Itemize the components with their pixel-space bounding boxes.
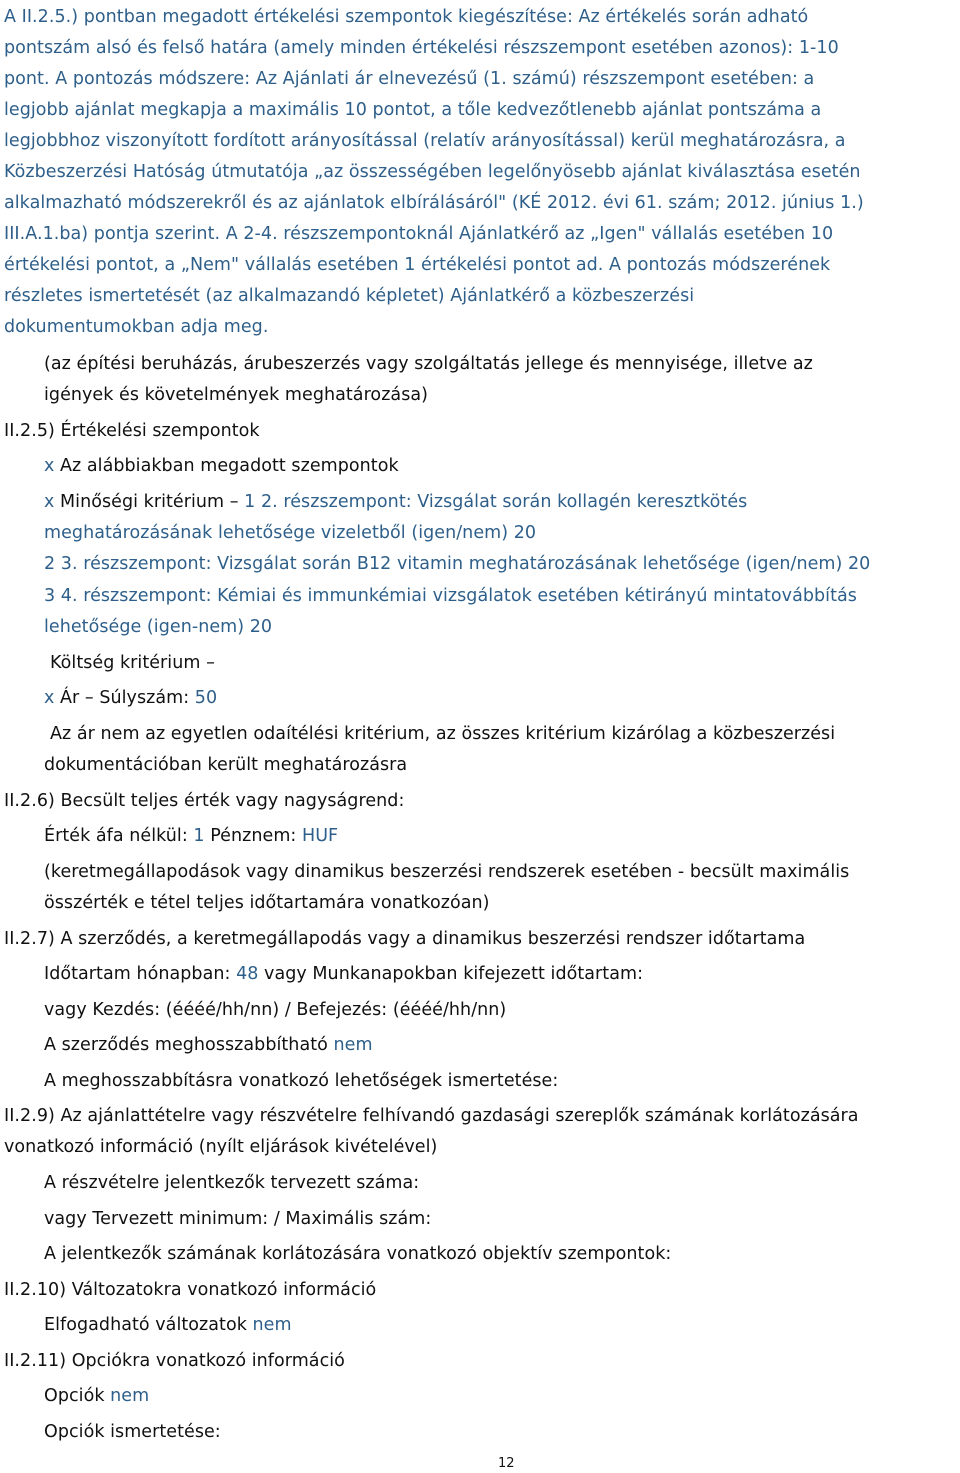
price-weight: 50: [194, 688, 218, 708]
extension-value: nem: [333, 1035, 373, 1055]
intro-line-2: pontszám alsó és felső határa (amely minden értékelési részszempont esetében azonos): 1-10: [4, 38, 839, 58]
value-line: [44, 825, 338, 847]
options-description: Opciók ismertetése:: [44, 1422, 221, 1442]
award-note-line-1: Az ár nem az egyetlen odaítélési kritérium, az összes kritérium kizárólag a közbeszerzési: [50, 724, 836, 744]
scope-note-line-1: (az építési beruházás, árubeszerzés vagy szolgáltatás jellege és mennyisége, illetve az: [44, 354, 813, 374]
months-value: 48: [236, 964, 259, 984]
quality-sub-3-number: 3 4.: [44, 586, 78, 606]
quality-sub-2-text: részszempont: Vizsgálat során B12 vitamin meghatározásának lehetősége (igen/nem) 20: [77, 554, 871, 574]
quality-sub-1-number: 1 2.: [244, 492, 278, 512]
days-label: vagy Munkanapokban kifejezett időtartam:: [258, 964, 644, 984]
criteria-text: Az alábbiakban megadott szempontok: [54, 456, 399, 476]
criteria-mark: x: [44, 456, 55, 476]
variants-label: Elfogadható változatok: [44, 1315, 253, 1335]
price-mark: x: [44, 688, 55, 708]
quality-sub-3-line-2: lehetősége (igen-nem) 20: [44, 617, 273, 637]
intro-line-6: Közbeszerzési Hatóság útmutatója „az összességében legelőnyösebb ajánlat kiválasztása esetén: [4, 162, 861, 182]
extension-description: A meghosszabbításra vonatkozó lehetőségek ismertetése:: [44, 1071, 559, 1091]
intro-line-7: alkalmazható módszerekről és az ajánlatok elbírálásáról" (KÉ 2012. évi 61. szám; 2012. június 1.): [4, 193, 864, 213]
intro-line-3: pont. A pontozás módszere: Az Ajánlati ár elnevezésű (1. számú) részszempont esetében: a: [4, 69, 815, 89]
section-2-2-7-heading: II.2.7) A szerződés, a keretmegállapodás vagy a dinamikus beszerzési rendszer időtartama: [4, 929, 806, 949]
section-2-2-11-heading: II.2.11) Opciókra vonatkozó információ: [4, 1351, 345, 1371]
section-2-2-5-heading: II.2.5) Értékelési szempontok: [4, 421, 260, 441]
section-2-2-6-heading: II.2.6) Becsült teljes érték vagy nagyságrend:: [4, 791, 405, 811]
dates-line: vagy Kezdés: (éééé/hh/nn) / Befejezés: (éééé/hh/nn): [44, 1000, 507, 1020]
extension-label: A szerződés meghosszabbítható: [44, 1035, 334, 1055]
scope-note-line-2: igények és követelmények meghatározása): [44, 385, 429, 405]
intro-line-10: részletes ismertetését (az alkalmazandó képletet) Ajánlatkérő a közbeszerzési: [4, 286, 695, 306]
quality-sub-2-line: [44, 553, 870, 575]
award-note-line-2: dokumentációban került meghatározásra: [44, 755, 408, 775]
section-2-2-10-heading: II.2.10) Változatokra vonatkozó információ: [4, 1280, 377, 1300]
quality-sub-3-text: részszempont: Kémiai és immunkémiai vizsgálatok esetében kétirányú mintatovábbítás: [77, 586, 857, 606]
variants-value: nem: [252, 1315, 292, 1335]
criteria-line: [44, 455, 399, 477]
quality-label: Minőségi kritérium –: [54, 492, 245, 512]
value-label: Érték áfa nélkül:: [44, 826, 194, 846]
value-amount: 1: [193, 826, 205, 846]
duration-line: [44, 963, 643, 985]
options-label: Opciók: [44, 1386, 111, 1406]
currency-value: HUF: [301, 826, 339, 846]
quality-sub-1-line-2: meghatározásának lehetősége vizeletből (igen/nem) 20: [44, 523, 537, 543]
quality-sub-3-line: [44, 585, 857, 607]
months-label: Időtartam hónapban:: [44, 964, 237, 984]
intro-line-8: III.A.1.ba) pontja szerint. A 2-4. részszempontoknál Ajánlatkérő az „Igen" vállalás esetében 10: [4, 224, 834, 244]
quality-criterion-line: [44, 491, 747, 513]
currency-label: Pénznem:: [204, 826, 302, 846]
estimate-note-line-2: összérték e tétel teljes időtartamára vonatkozóan): [44, 893, 490, 913]
intro-line-11: dokumentumokban adja meg.: [4, 317, 269, 337]
intro-line-9: értékelési pontot, a „Nem" vállalás esetében 1 értékelési pontot ad. A pontozás módszerének: [4, 255, 831, 275]
options-value: nem: [110, 1386, 150, 1406]
variants-line: [44, 1314, 292, 1336]
intro-line-4: legjobb ajánlat megkapja a maximális 10 pontot, a tőle kedvezőtlenebb ajánlat pontszáma a: [4, 100, 822, 120]
section-2-2-9-heading-line-1: II.2.9) Az ajánlattételre vagy részvételre felhívandó gazdasági szereplők számának korlátozására: [4, 1106, 859, 1126]
options-line: [44, 1385, 149, 1407]
intro-line-5: legjobbhoz viszonyított fordított arányosítással (relatív arányosítással) kerül meghatározásra, a: [4, 131, 846, 151]
planned-applicants: A részvételre jelentkezők tervezett száma:: [44, 1173, 420, 1193]
price-label: Ár – Súlyszám:: [54, 688, 195, 708]
estimate-note-line-1: (keretmegállapodások vagy dinamikus beszerzési rendszerek esetében - becsült maximális: [44, 862, 850, 882]
objective-criteria: A jelentkezők számának korlátozására vonatkozó objektív szempontok:: [44, 1244, 672, 1264]
extension-line: [44, 1034, 373, 1056]
price-line: [44, 687, 217, 709]
min-max-applicants: vagy Tervezett minimum: / Maximális szám:: [44, 1209, 432, 1229]
page-number: 12: [498, 1456, 515, 1471]
quality-sub-2-number: 2 3.: [44, 554, 78, 574]
intro-line-1: A II.2.5.) pontban megadott értékelési szempontok kiegészítése: Az értékelés során adható: [4, 7, 809, 27]
quality-sub-1-text: részszempont: Vizsgálat során kollagén keresztkötés: [277, 492, 748, 512]
quality-mark: x: [44, 492, 55, 512]
cost-criterion-label: Költség kritérium –: [50, 653, 215, 673]
section-2-2-9-heading-line-2: vonatkozó információ (nyílt eljárások kivételével): [4, 1137, 438, 1157]
